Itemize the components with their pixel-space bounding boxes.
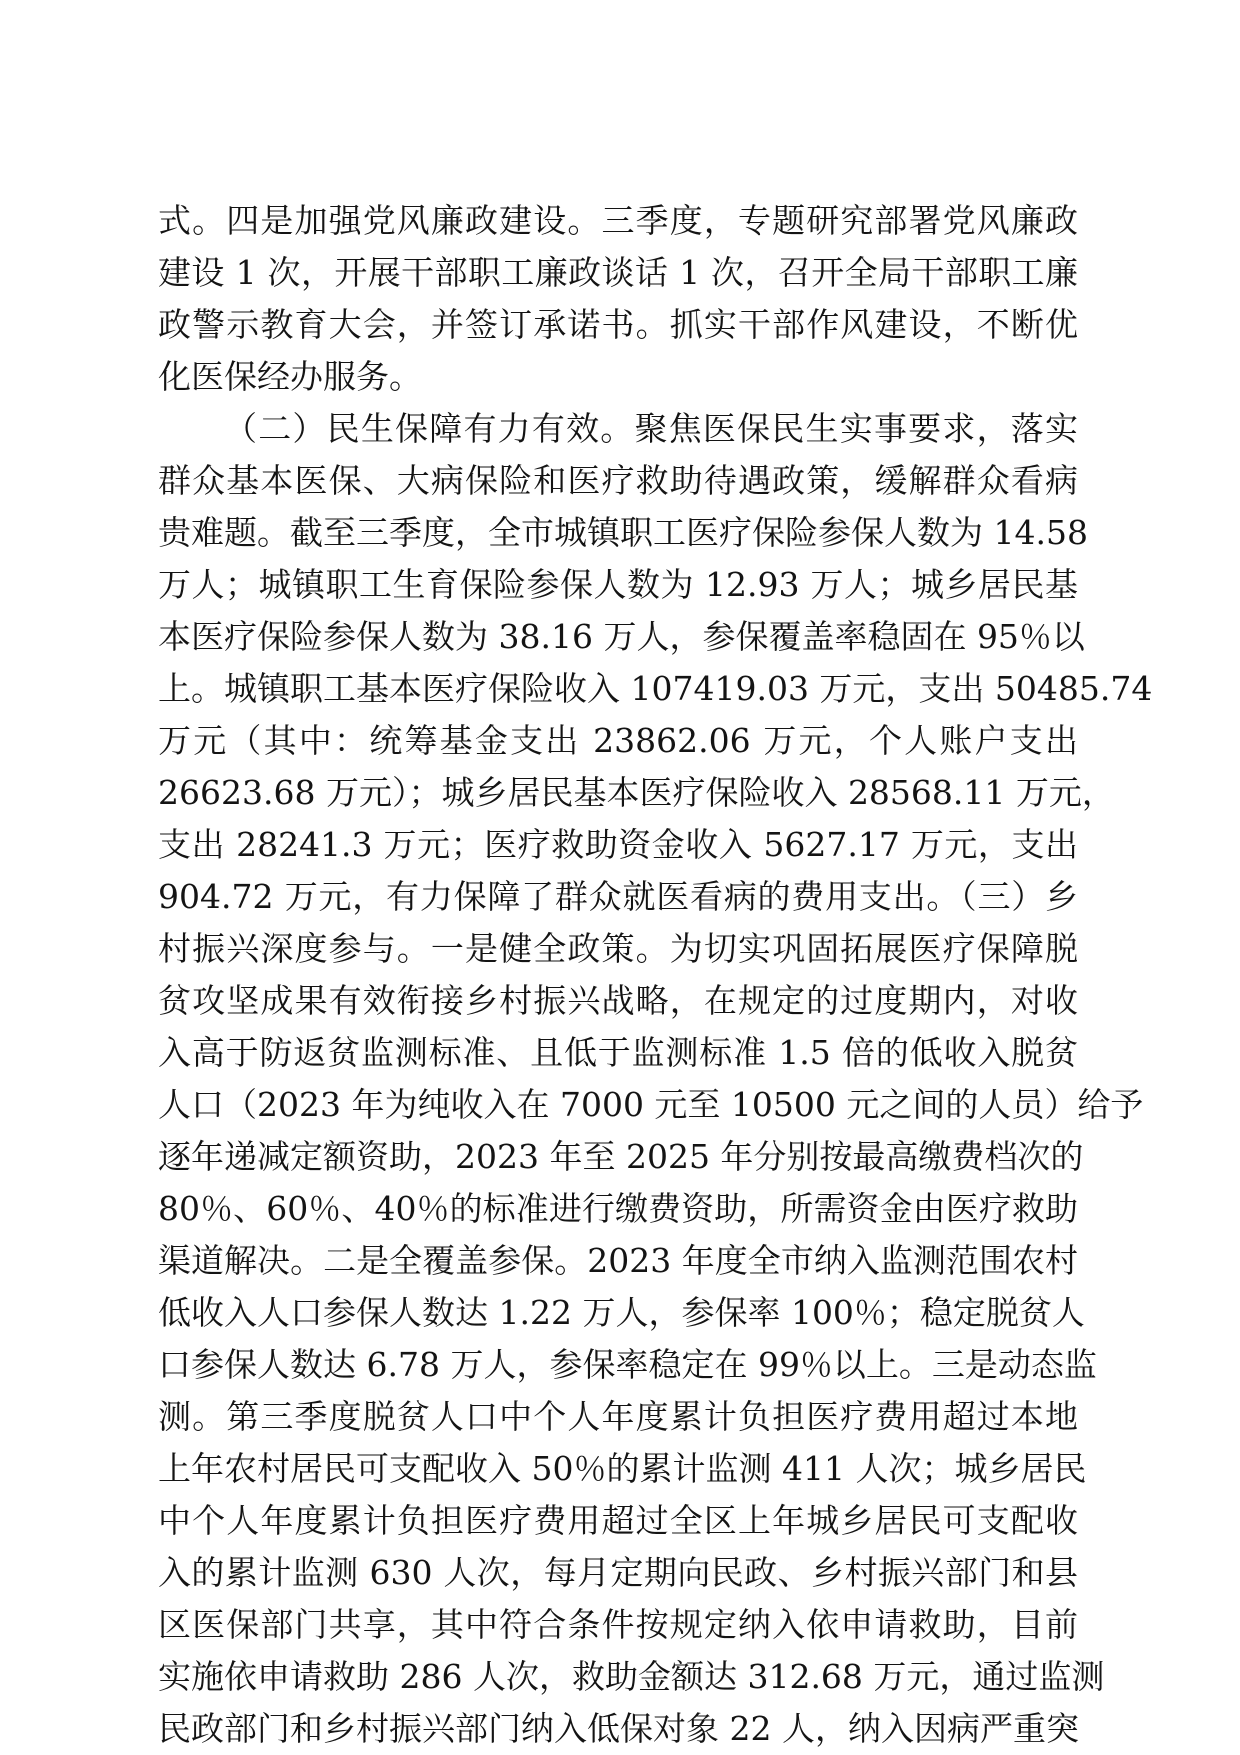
text-line: 口参保人数达 6.78 万人，参保率稳定在 99％以上。三是动态监 [158,1345,1097,1384]
text-line: 万元（其中：统筹基金支出 23862.06 万元，个人账户支出 [158,721,1078,760]
paragraph-start-line: （二）民生保障有力有效。聚焦医保民生实事要求，落实 [224,409,1078,448]
text-line: 民政部门和乡村振兴部门纳入低保对象 22 人，纳入因病严重突 [158,1709,1079,1748]
text-line: 区医保部门共享，其中符合条件按规定纳入依申请救助，目前 [158,1605,1078,1644]
text-line: 万人；城镇职工生育保险参保人数为 12.93 万人；城乡居民基 [158,565,1078,604]
text-line: 上。城镇职工基本医疗保险收入 107419.03 万元，支出 50485.74 [158,669,1153,708]
text-line: 化医保经办服务。 [158,357,422,396]
text-line: 26623.68 万元）；城乡居民基本医疗保险收入 28568.11 万元， [158,773,1115,812]
text-line: 测。第三季度脱贫人口中个人年度累计负担医疗费用超过本地 [158,1397,1078,1436]
text-line: 贫攻坚成果有效衔接乡村振兴战略，在规定的过度期内，对收 [158,981,1078,1020]
text-line: 村振兴深度参与。一是健全政策。为切实巩固拓展医疗保障脱 [158,929,1078,968]
text-line: 群众基本医保、大病保险和医疗救助待遇政策，缓解群众看病 [158,461,1078,500]
text-line: 入的累计监测 630 人次，每月定期向民政、乡村振兴部门和县 [158,1553,1078,1592]
text-line: 本医疗保险参保人数为 38.16 万人，参保覆盖率稳固在 95％以 [158,617,1085,656]
text-line: 上年农村居民可支配收入 50％的累计监测 411 人次；城乡居民 [158,1449,1087,1488]
text-line: 式。四是加强党风廉政建设。三季度，专题研究部署党风廉政 [158,201,1078,240]
text-line: 入高于防返贫监测标准、且低于监测标准 1.5 倍的低收入脱贫 [158,1033,1078,1072]
text-line: 贵难题。截至三季度，全市城镇职工医疗保险参保人数为 14.58 [158,513,1088,552]
body-text [158,195,1153,1755]
text-line: 中个人年度累计负担医疗费用超过全区上年城乡居民可支配收 [158,1501,1078,1540]
text-line: 低收入人口参保人数达 1.22 万人，参保率 100％；稳定脱贫人 [158,1293,1085,1332]
text-line: 政警示教育大会，并签订承诺书。抓实干部作风建设，不断优 [158,305,1078,344]
text-line: 渠道解决。二是全覆盖参保。2023 年度全市纳入监测范围农村 [158,1241,1078,1280]
text-line: 逐年递减定额资助，2023 年至 2025 年分别按最高缴费档次的 [158,1137,1084,1176]
text-line: 904.72 万元，有力保障了群众就医看病的费用支出。（三）乡 [158,877,1078,916]
text-line: 80％、60％、40％的标准进行缴费资助，所需资金由医疗救助 [158,1189,1078,1228]
text-line: 支出 28241.3 万元；医疗救助资金收入 5627.17 万元，支出 [158,825,1078,864]
text-line: 人口（2023 年为纯收入在 7000 元至 10500 元之间的人员）给予 [158,1085,1144,1124]
text-line: 实施依申请救助 286 人次，救助金额达 312.68 万元，通过监测 [158,1657,1105,1696]
text-line: 建设 1 次，开展干部职工廉政谈话 1 次，召开全局干部职工廉 [158,253,1078,292]
